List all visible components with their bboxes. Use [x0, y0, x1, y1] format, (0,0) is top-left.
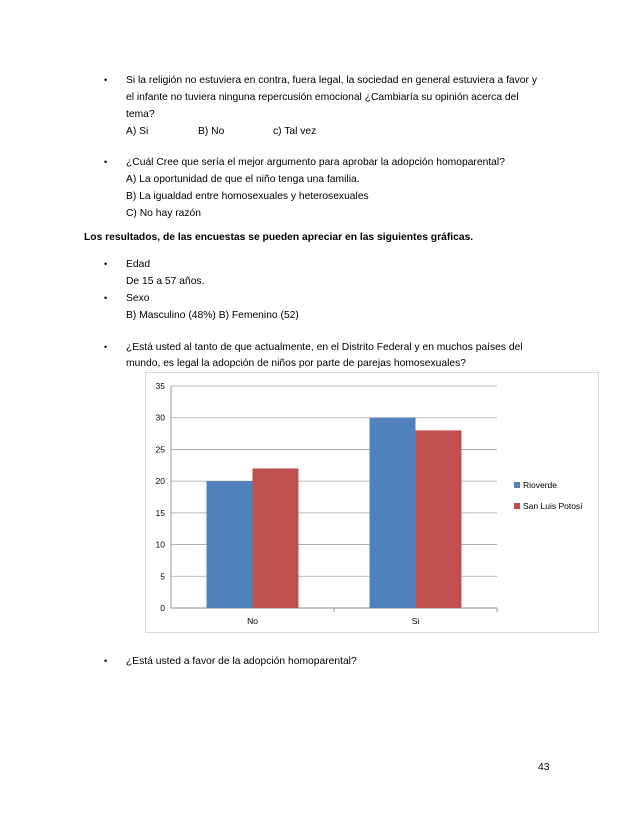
x-tick-label: Si: [411, 616, 420, 626]
y-tick-label: 0: [160, 603, 165, 613]
y-tick-label: 10: [155, 539, 165, 550]
legend-label: San Luis Potosí: [523, 501, 583, 511]
legend-swatch: [514, 503, 520, 509]
question-2-option-b: B) La igualdad entre homosexuales y heterosexuales: [126, 191, 369, 202]
question-1-line-2: el infante no tuviera ninguna repercusión emocional ¿Cambiaría su opinión acerca del: [126, 92, 519, 103]
sexo-value: B) Masculino (48%) B) Femenino (52): [126, 310, 299, 321]
question-3-line-1: ¿Está usted al tanto de que actualmente, en el Distrito Federal y en muchos países del: [126, 342, 523, 353]
x-tick-label: No: [247, 616, 258, 626]
bullet-icon: •: [104, 656, 108, 666]
question-1-option-a: A) Si: [126, 126, 149, 137]
sexo-label: Sexo: [126, 293, 150, 304]
y-tick-label: 35: [155, 381, 165, 391]
bar-chart: [145, 372, 599, 633]
question-3-line-2: mundo, es legal la adopción de niños por parte de parejas homosexuales?: [126, 358, 467, 369]
bullet-icon: •: [104, 293, 108, 303]
bullet-icon: •: [104, 157, 108, 167]
bar-si-1: [416, 430, 462, 608]
legend-swatch: [514, 482, 520, 488]
y-tick-label: 15: [155, 507, 165, 518]
y-tick-label: 30: [155, 412, 165, 423]
question-1-line-3: tema?: [126, 109, 155, 120]
edad-value: De 15 a 57 años.: [126, 276, 205, 287]
y-tick-label: 5: [160, 571, 165, 582]
question-1-line-1: Si la religión no estuviera en contra, fuera legal, la sociedad en general estuviera a favor y: [126, 75, 537, 86]
bullet-icon: •: [104, 259, 108, 269]
legend-label: Rioverde: [523, 480, 558, 490]
y-tick-label: 25: [155, 444, 165, 455]
bullet-icon: •: [104, 75, 108, 85]
question-2-text: ¿Cuál Cree que sería el mejor argumento para aprobar la adopción homoparental?: [126, 157, 505, 168]
bar-no-0: [207, 481, 253, 608]
results-heading: Los resultados, de las encuestas se pueden apreciar en las siguientes gráficas.: [84, 232, 474, 243]
bullet-icon: •: [104, 342, 108, 352]
edad-label: Edad: [126, 259, 151, 270]
page-number: 43: [538, 762, 550, 773]
bar-si-0: [370, 418, 416, 608]
question-2-option-a: A) La oportunidad de que el niño tenga una familia.: [126, 174, 360, 185]
bar-no-1: [253, 468, 299, 608]
question-1-option-c: c) Tal vez: [273, 126, 317, 137]
y-tick-label: 20: [155, 476, 165, 487]
question-2-option-c: C) No hay razón: [126, 208, 201, 219]
question-1-option-b: B) No: [198, 126, 225, 137]
question-4-text: ¿Está usted a favor de la adopción homoparental?: [126, 656, 357, 667]
